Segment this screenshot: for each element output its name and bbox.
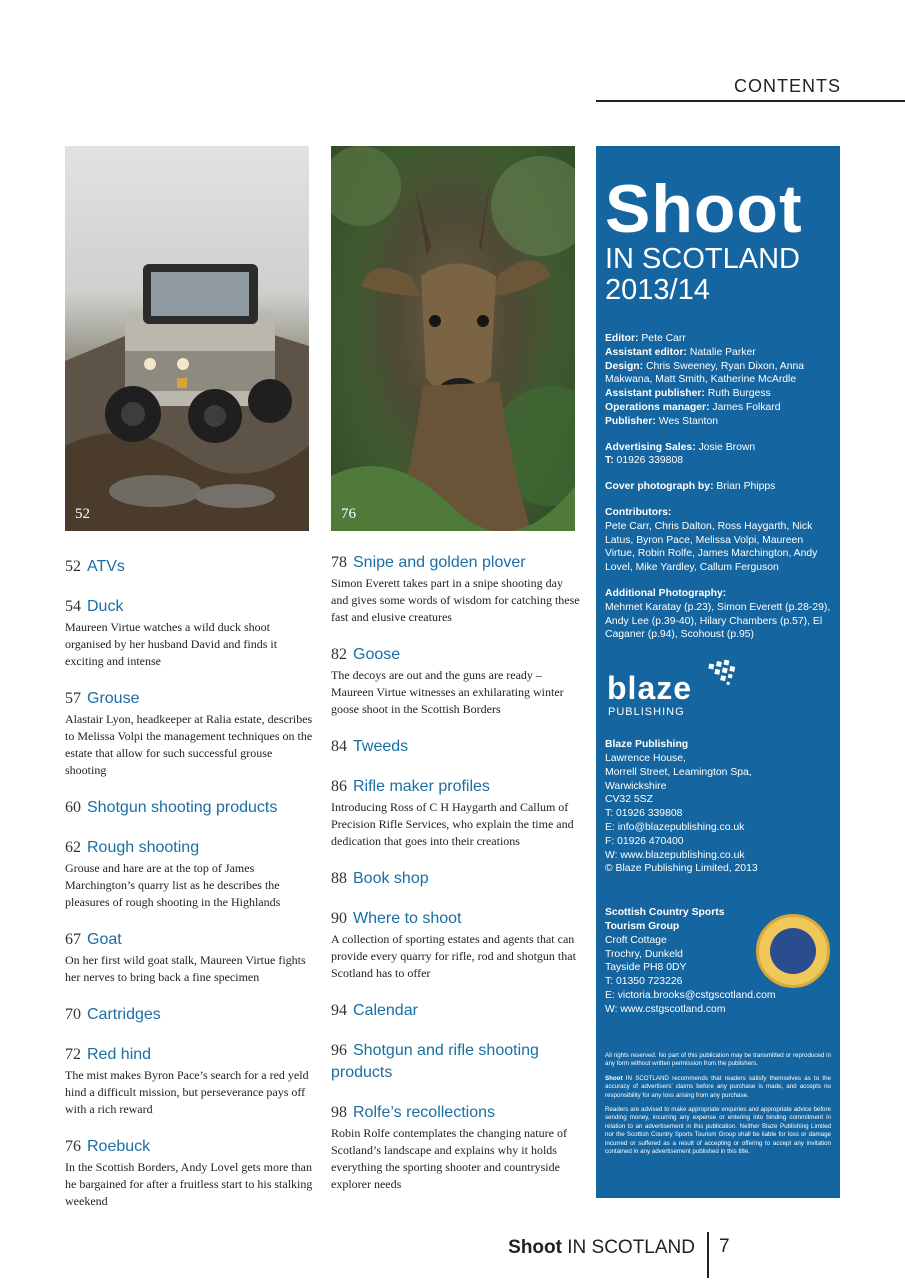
masthead-panel bbox=[596, 146, 840, 1198]
contents-page-number: 72 bbox=[65, 1046, 81, 1063]
blaze-logo-icon bbox=[702, 655, 739, 696]
cstg-address: Scottish Country Sports Tourism Group Croft Cottage Trochry, Dunkeld Tayside PH8 0DY T: 01350 723226 E: victoria.brooks@cstgscotland.com W: www.cstgscotland.com bbox=[605, 907, 776, 1015]
contents-entry-title: Tweeds bbox=[353, 738, 409, 755]
publisher-address: Blaze Publishing Lawrence House, Morrell Street, Leamington Spa, Warwickshire CV32 5SZ T: 01926 339808 E: info@blazepublishing.co.uk F: 01926 470400 W: www.blazepublishing.co.uk © Blaze Publishing Limited, 2013 bbox=[605, 739, 758, 875]
contents-entry-title: Goat bbox=[87, 931, 122, 948]
staff-item: Design: Chris Sweeney, Ryan Dixon, Anna Makwana, Matt Smith, Katherine McArdle bbox=[605, 360, 805, 386]
contents-entry-title: ATVs bbox=[87, 558, 125, 575]
contents-page-number: 52 bbox=[65, 558, 81, 575]
contents-entry-heading bbox=[65, 688, 315, 710]
contents-entry-title: Snipe and golden plover bbox=[353, 554, 526, 571]
blaze-logo bbox=[605, 656, 831, 736]
contents-entry-title: Where to shoot bbox=[353, 910, 462, 927]
roebuck-photo bbox=[331, 146, 575, 531]
contents-entry bbox=[331, 868, 581, 890]
contents-entry bbox=[331, 1040, 581, 1084]
contents-entry-title: Roebuck bbox=[87, 1138, 151, 1155]
legal-notice: All rights reserved. No part of this publication may be transmitted or reproduced in any form without written permission from the publishers. Shoot IN SCOTLAND recommends that readers satisfy themselves as to the accuracy of advertisers’ claims before any purchase is made, and accepts no responsibility for any loss arising from any purchase. Readers are advised to make appropriate enquiries and appropriate advice before sending money, incurring any expense or entering into binding commitment in relation to an advertisement in this publication. Neither Blaze Publishing Limited nor the Scottish Country Sports Tourism Group shall be liable for loss or damage incurred or suffered as a result of accepting or offering to accept any invitation contained in any advertisement published in this title. bbox=[605, 1052, 831, 1156]
contents-entry-title: Goose bbox=[353, 646, 401, 663]
footer-brand: Shoot IN SCOTLAND bbox=[508, 1237, 695, 1258]
footer-divider bbox=[707, 1232, 709, 1278]
contents-page-number: 96 bbox=[331, 1042, 347, 1059]
additional-photography: Additional Photography: Mehmet Karatay (p.23), Simon Everett (p.28-29), Andy Lee (p.39-40), Hilary Chambers (p.57), El Caganer (p.94), Scohoust (p.95) bbox=[605, 587, 831, 641]
contents-page-number: 70 bbox=[65, 1006, 81, 1023]
contents-entry-title: Rolfe’s recollections bbox=[353, 1104, 495, 1121]
contents-page-number: 90 bbox=[331, 910, 347, 927]
contents-entry bbox=[65, 1136, 315, 1210]
contents-entry-heading bbox=[331, 736, 581, 758]
staff-item: Editor: Pete Carr bbox=[605, 333, 686, 344]
contents-entry-heading bbox=[65, 1004, 315, 1026]
contents-entry bbox=[331, 1000, 581, 1022]
advertising-sales: Advertising Sales: Josie Brown T: 01926 339808 bbox=[605, 441, 756, 467]
contents-entry-heading bbox=[65, 929, 315, 951]
contents-entry-heading bbox=[65, 797, 315, 819]
contents-entry bbox=[65, 556, 315, 578]
contents-entry bbox=[65, 1044, 315, 1118]
contents-entry-description: On her first wild goat stalk, Maureen Virtue fights her nerves to bring back a fine specimen bbox=[65, 953, 306, 984]
contents-page-number: 62 bbox=[65, 839, 81, 856]
contents-entry bbox=[331, 776, 581, 850]
contents-entry bbox=[65, 1004, 315, 1026]
contents-entry bbox=[331, 736, 581, 758]
contents-entry-description: The mist makes Byron Pace’s search for a red yeld hind a difficult mission, but perseverance pays off with a rich reward bbox=[65, 1068, 309, 1116]
contents-entry bbox=[331, 1102, 581, 1193]
masthead-subtitle: IN SCOTLAND bbox=[605, 243, 800, 275]
contents-entry-heading bbox=[65, 1136, 315, 1158]
contents-page-number: 82 bbox=[331, 646, 347, 663]
blaze-logo-word: blaze bbox=[607, 670, 693, 707]
staff-item: Assistant publisher: Ruth Burgess bbox=[605, 388, 771, 400]
contents-entry-heading bbox=[331, 908, 581, 930]
contributors: Contributors: Pete Carr, Chris Dalton, Ross Haygarth, Nick Latus, Byron Pace, Melissa Volpi, Maureen Virtue, Robin Rolfe, James Marchington, Andy Lovel, Mike Yardley, Callum Ferguson bbox=[605, 506, 818, 574]
contents-page-number: 76 bbox=[65, 1138, 81, 1155]
section-heading bbox=[596, 76, 905, 102]
contents-entry bbox=[331, 644, 581, 718]
contents-page-number: 57 bbox=[65, 690, 81, 707]
contents-page-number: 86 bbox=[331, 778, 347, 795]
contents-page-number: 94 bbox=[331, 1002, 347, 1019]
staff-item: Operations manager: James Folkard bbox=[605, 401, 781, 413]
contents-page-number: 78 bbox=[331, 554, 347, 571]
contents-entry bbox=[65, 596, 315, 670]
contents-page-number: 84 bbox=[331, 738, 347, 755]
contents-page-number: 98 bbox=[331, 1104, 347, 1121]
contents-entry-title: Duck bbox=[87, 598, 124, 615]
atv-illustration bbox=[65, 146, 309, 531]
contents-page-number: 88 bbox=[331, 870, 347, 887]
blaze-logo-subtitle: PUBLISHING bbox=[608, 706, 685, 719]
contents-entry bbox=[65, 929, 315, 986]
contents-entry-title: Calendar bbox=[353, 1002, 418, 1019]
contents-entry-description: Maureen Virtue watches a wild duck shoot organised by her husband David and finds it exciting and intense bbox=[65, 620, 278, 668]
staff-list bbox=[605, 332, 831, 429]
contents-entry-heading bbox=[65, 1044, 315, 1066]
contents-entry-title: Shotgun and rifle shooting products bbox=[331, 1042, 539, 1081]
contents-entry-description: A collection of sporting estates and agents that can provide every quarry for rifle, rod and shotgun that Scotland has to offer bbox=[331, 932, 576, 980]
contents-page-number: 54 bbox=[65, 598, 81, 615]
contents-entry-description: Alastair Lyon, headkeeper at Ralia estate, describes to Melissa Volpi the management techniques on the estate that allow for such successful grouse shooting bbox=[65, 712, 313, 777]
contents-entry-heading bbox=[331, 1102, 581, 1124]
contents-entry-description: Grouse and hare are at the top of James Marchington’s quarry list as he describes the pleasures of rough shooting in the Highlands bbox=[65, 861, 281, 909]
contents-page-number: 67 bbox=[65, 931, 81, 948]
staff-item: Assistant editor: Natalie Parker bbox=[605, 346, 756, 358]
contents-entry-title: Book shop bbox=[353, 870, 429, 887]
contents-entry-title: Cartridges bbox=[87, 1006, 161, 1023]
contents-entry bbox=[65, 837, 315, 911]
contents-entry-heading bbox=[65, 837, 315, 859]
contents-column-left bbox=[65, 556, 315, 1228]
contents-entry-title: Rifle maker profiles bbox=[353, 778, 490, 795]
page-footer bbox=[0, 1234, 905, 1264]
contents-entry-heading bbox=[331, 552, 581, 574]
contents-entry-heading bbox=[65, 596, 315, 618]
contents-entry-heading bbox=[331, 776, 581, 798]
contents-entry bbox=[65, 797, 315, 819]
contents-entry bbox=[65, 688, 315, 779]
contents-entry-heading bbox=[65, 556, 315, 578]
photo-page-number: 76 bbox=[341, 506, 356, 522]
contents-entry-description: Introducing Ross of C H Haygarth and Callum of Precision Rifle Services, who explain the time and dedication that goes into their creations bbox=[331, 800, 574, 848]
masthead-year: 2013/14 bbox=[605, 274, 710, 306]
contents-entry-title: Rough shooting bbox=[87, 839, 200, 856]
contents-entry bbox=[331, 908, 581, 982]
staff-item: Publisher: Wes Stanton bbox=[605, 415, 719, 427]
atv-photo bbox=[65, 146, 309, 531]
contents-column-middle bbox=[331, 552, 581, 1211]
contents-entry-title: Grouse bbox=[87, 690, 140, 707]
contents-entry-description: Robin Rolfe contemplates the changing nature of Scotland’s landscape and explains why it holds everything the sporting shooter and countryside explorer needs bbox=[331, 1126, 567, 1191]
contents-entry-title: Shotgun shooting products bbox=[87, 799, 278, 816]
contents-entry-description: In the Scottish Borders, Andy Lovel gets more than he bargained for after a fruitless start to his stalking weekend bbox=[65, 1160, 313, 1208]
section-heading-text: CONTENTS bbox=[734, 76, 841, 96]
contents-page-number: 60 bbox=[65, 799, 81, 816]
contents-entry-heading bbox=[331, 1040, 581, 1084]
contents-entry-description: Simon Everett takes part in a snipe shooting day and gives some words of wisdom for catching these fast and elusive creatures bbox=[331, 576, 580, 624]
cover-credit: Cover photograph by: Brian Phipps bbox=[605, 481, 776, 493]
masthead-title: Shoot bbox=[605, 171, 803, 247]
contents-entry-description: The decoys are out and the guns are ready – Maureen Virtue witnesses an exhilarating winter goose shoot in the Scottish Borders bbox=[331, 668, 564, 716]
contents-entry-heading bbox=[331, 1000, 581, 1022]
roebuck-illustration bbox=[331, 146, 575, 531]
contents-entry-heading bbox=[331, 644, 581, 666]
cstg-seal-icon bbox=[756, 914, 830, 988]
contents-entry-heading bbox=[331, 868, 581, 890]
contents-entry bbox=[331, 552, 581, 626]
contents-entry-title: Red hind bbox=[87, 1046, 152, 1063]
page-number: 7 bbox=[719, 1236, 730, 1257]
photo-page-number: 52 bbox=[75, 506, 90, 522]
